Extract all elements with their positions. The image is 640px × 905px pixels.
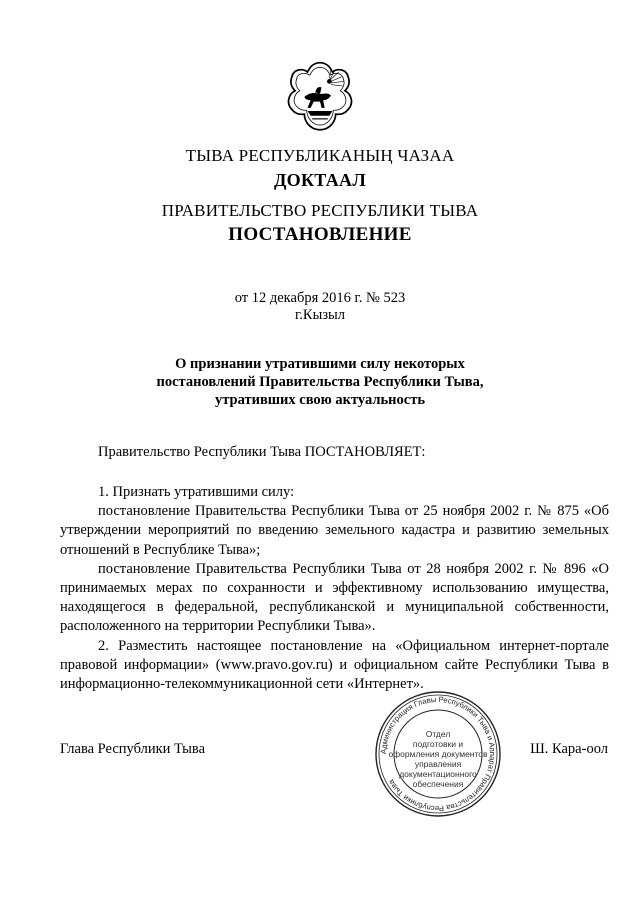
signature-name: Ш. Кара-оол	[530, 741, 608, 757]
document-type-heading: ПОСТАНОВЛЕНИЕ	[228, 224, 412, 245]
body-paragraph-4: 2. Разместить настоящее постановление на «Официальном интернет-портале правовой информации» (www.pravo.gov.ru) и официальном сайте Республики Тыва в информационно-телекоммуникационной сети «Интернет».	[60, 637, 609, 693]
document-title-line: О признании утратившими силу некоторых	[175, 356, 465, 372]
stamp-line: оформления документов	[388, 749, 488, 759]
header-line-doktaal: ДОКТААЛ	[273, 170, 367, 190]
document-title-line: утративших свою актуальность	[215, 392, 425, 408]
stamp-line: Отдел	[425, 729, 451, 739]
body-intro-block	[60, 443, 609, 462]
stamp-line: подготовки и	[412, 739, 464, 749]
stamp-line: управления	[414, 759, 462, 769]
stamp-center-text	[374, 729, 502, 789]
signature-position: Глава Республики Тыва	[60, 741, 206, 757]
body-main-block	[60, 483, 609, 694]
header-line-government: ПРАВИТЕЛЬСТВО РЕСПУБЛИКИ ТЫВА	[161, 201, 479, 220]
document-date-number: от 12 декабря 2016 г. № 523	[234, 290, 406, 306]
body-intro: Правительство Республики Тыва ПОСТАНОВЛЯЕТ:	[98, 444, 426, 460]
stamp-ring-text: Администрация Главы Республики Тыва и Аппарат Правительства Республики Тыва	[378, 694, 498, 814]
body-paragraph-1: 1. Признать утратившими силу:	[98, 484, 295, 500]
body-paragraph-2: постановление Правительства Республики Тыва от 25 ноября 2002 г. № 875 «Об утверждении мероприятий по введению земельного кадастра и развитию земельных отношений в Республике Тыва»;	[60, 503, 609, 558]
header-line-tuvan-government: ТЫВА РЕСПУБЛИКАНЫҢ ЧАЗАА	[185, 146, 455, 165]
tuva-coat-of-arms-icon	[281, 58, 359, 136]
stamp-line: обеспечения	[412, 779, 464, 789]
stamp-line: документационного	[399, 769, 477, 779]
document-city: г.Кызыл	[294, 307, 346, 323]
body-paragraph-3: постановление Правительства Республики Тыва от 28 ноября 2002 г. № 896 «О принимаемых мерах по сохранности и эффективному использованию имущества, находящегося в федеральной, республиканской и муниципальной собственности, расположенного на территории Республики Тыва».	[60, 560, 609, 635]
document-title	[80, 355, 560, 409]
document-title-line: постановлений Правительства Республики Тыва,	[156, 374, 484, 390]
